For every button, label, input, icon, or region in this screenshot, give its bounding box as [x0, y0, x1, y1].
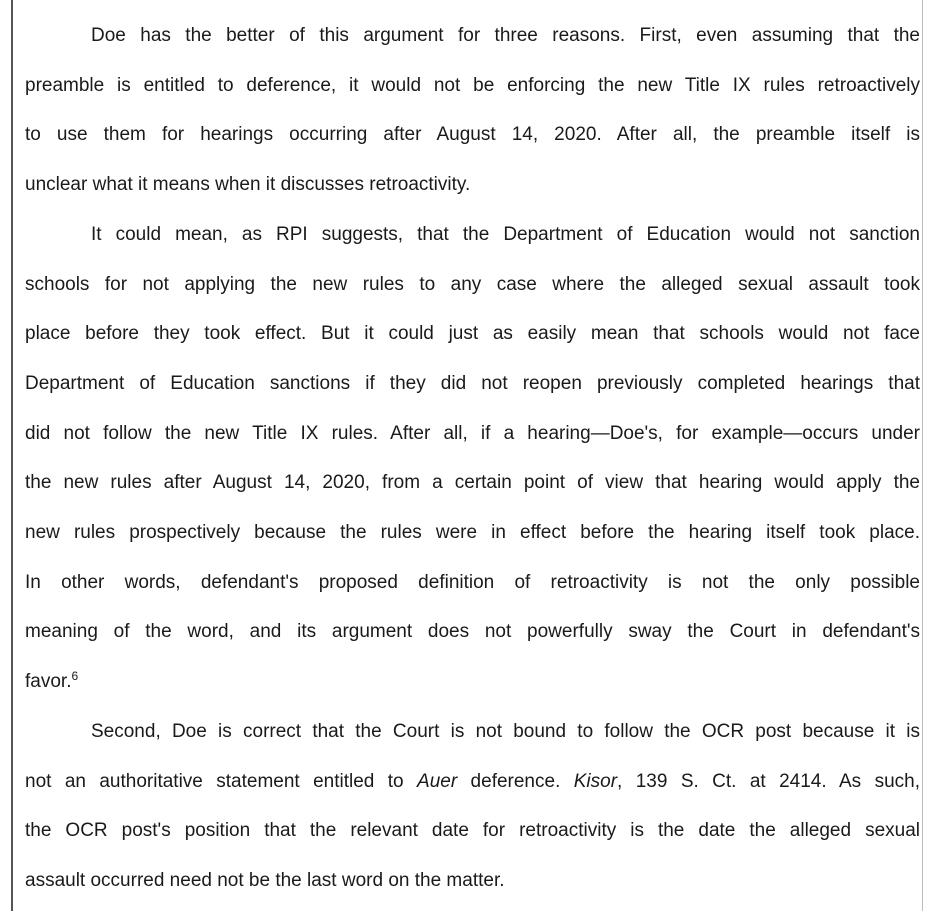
text-line: did not follow the new Title IX rules. After all, if a hearing—Doe's, for example—occurs under [25, 422, 920, 444]
text-line: to use them for hearings occurring after August 14, 2020. After all, the preamble itself is [25, 124, 920, 146]
case-name-kisor: Kisor [573, 770, 618, 792]
text-line [25, 657, 920, 707]
text-fragment: favor. [25, 671, 72, 693]
text-line: Department of Education sanctions if they did not reopen previously completed hearings that [25, 372, 920, 394]
footnote-reference[interactable]: 6 [71, 669, 79, 684]
text-line: Second, Doe is correct that the Court is not bound to follow the OCR post because it is [91, 720, 920, 742]
text-line: In other words, defendant's proposed definition of retroactivity is not the only possible [25, 571, 920, 593]
page-left-border [11, 0, 13, 911]
document-body [25, 11, 920, 906]
text-line [25, 757, 920, 807]
text-line: schools for not applying the new rules to any case where the alleged sexual assault took [25, 273, 920, 295]
text-line: assault occurred need not be the last word on the matter. [25, 869, 505, 891]
text-fragment: deference. [457, 770, 574, 792]
text-line: the new rules after August 14, 2020, from a certain point of view that hearing would apply the [25, 472, 920, 494]
text-line: Doe has the better of this argument for three reasons. First, even assuming that the [91, 25, 920, 46]
text-fragment: , 139 S. Ct. at 2414. As such, [617, 770, 920, 792]
text-line: the OCR post's position that the relevant date for retroactivity is the date the alleged sexual [25, 820, 920, 842]
page-right-border [922, 0, 923, 911]
paragraph-1 [25, 11, 920, 210]
text-line: new rules prospectively because the rules were in effect before the hearing itself took place. [25, 522, 920, 544]
text-line: unclear what it means when it discusses retroactivity. [25, 174, 471, 196]
text-line: It could mean, as RPI suggests, that the Department of Education would not sanction [91, 223, 920, 245]
text-line: meaning of the word, and its argument does not powerfully sway the Court in defendant's [25, 621, 920, 643]
text-line: place before they took effect. But it could just as easily mean that schools would not face [25, 323, 920, 345]
text-fragment: not an authoritative statement entitled to [25, 770, 418, 792]
paragraph-2 [25, 210, 920, 707]
case-name-auer: Auer [417, 770, 458, 792]
paragraph-3 [25, 707, 920, 906]
text-line: preamble is entitled to deference, it would not be enforcing the new Title IX rules retroactively [25, 74, 920, 96]
